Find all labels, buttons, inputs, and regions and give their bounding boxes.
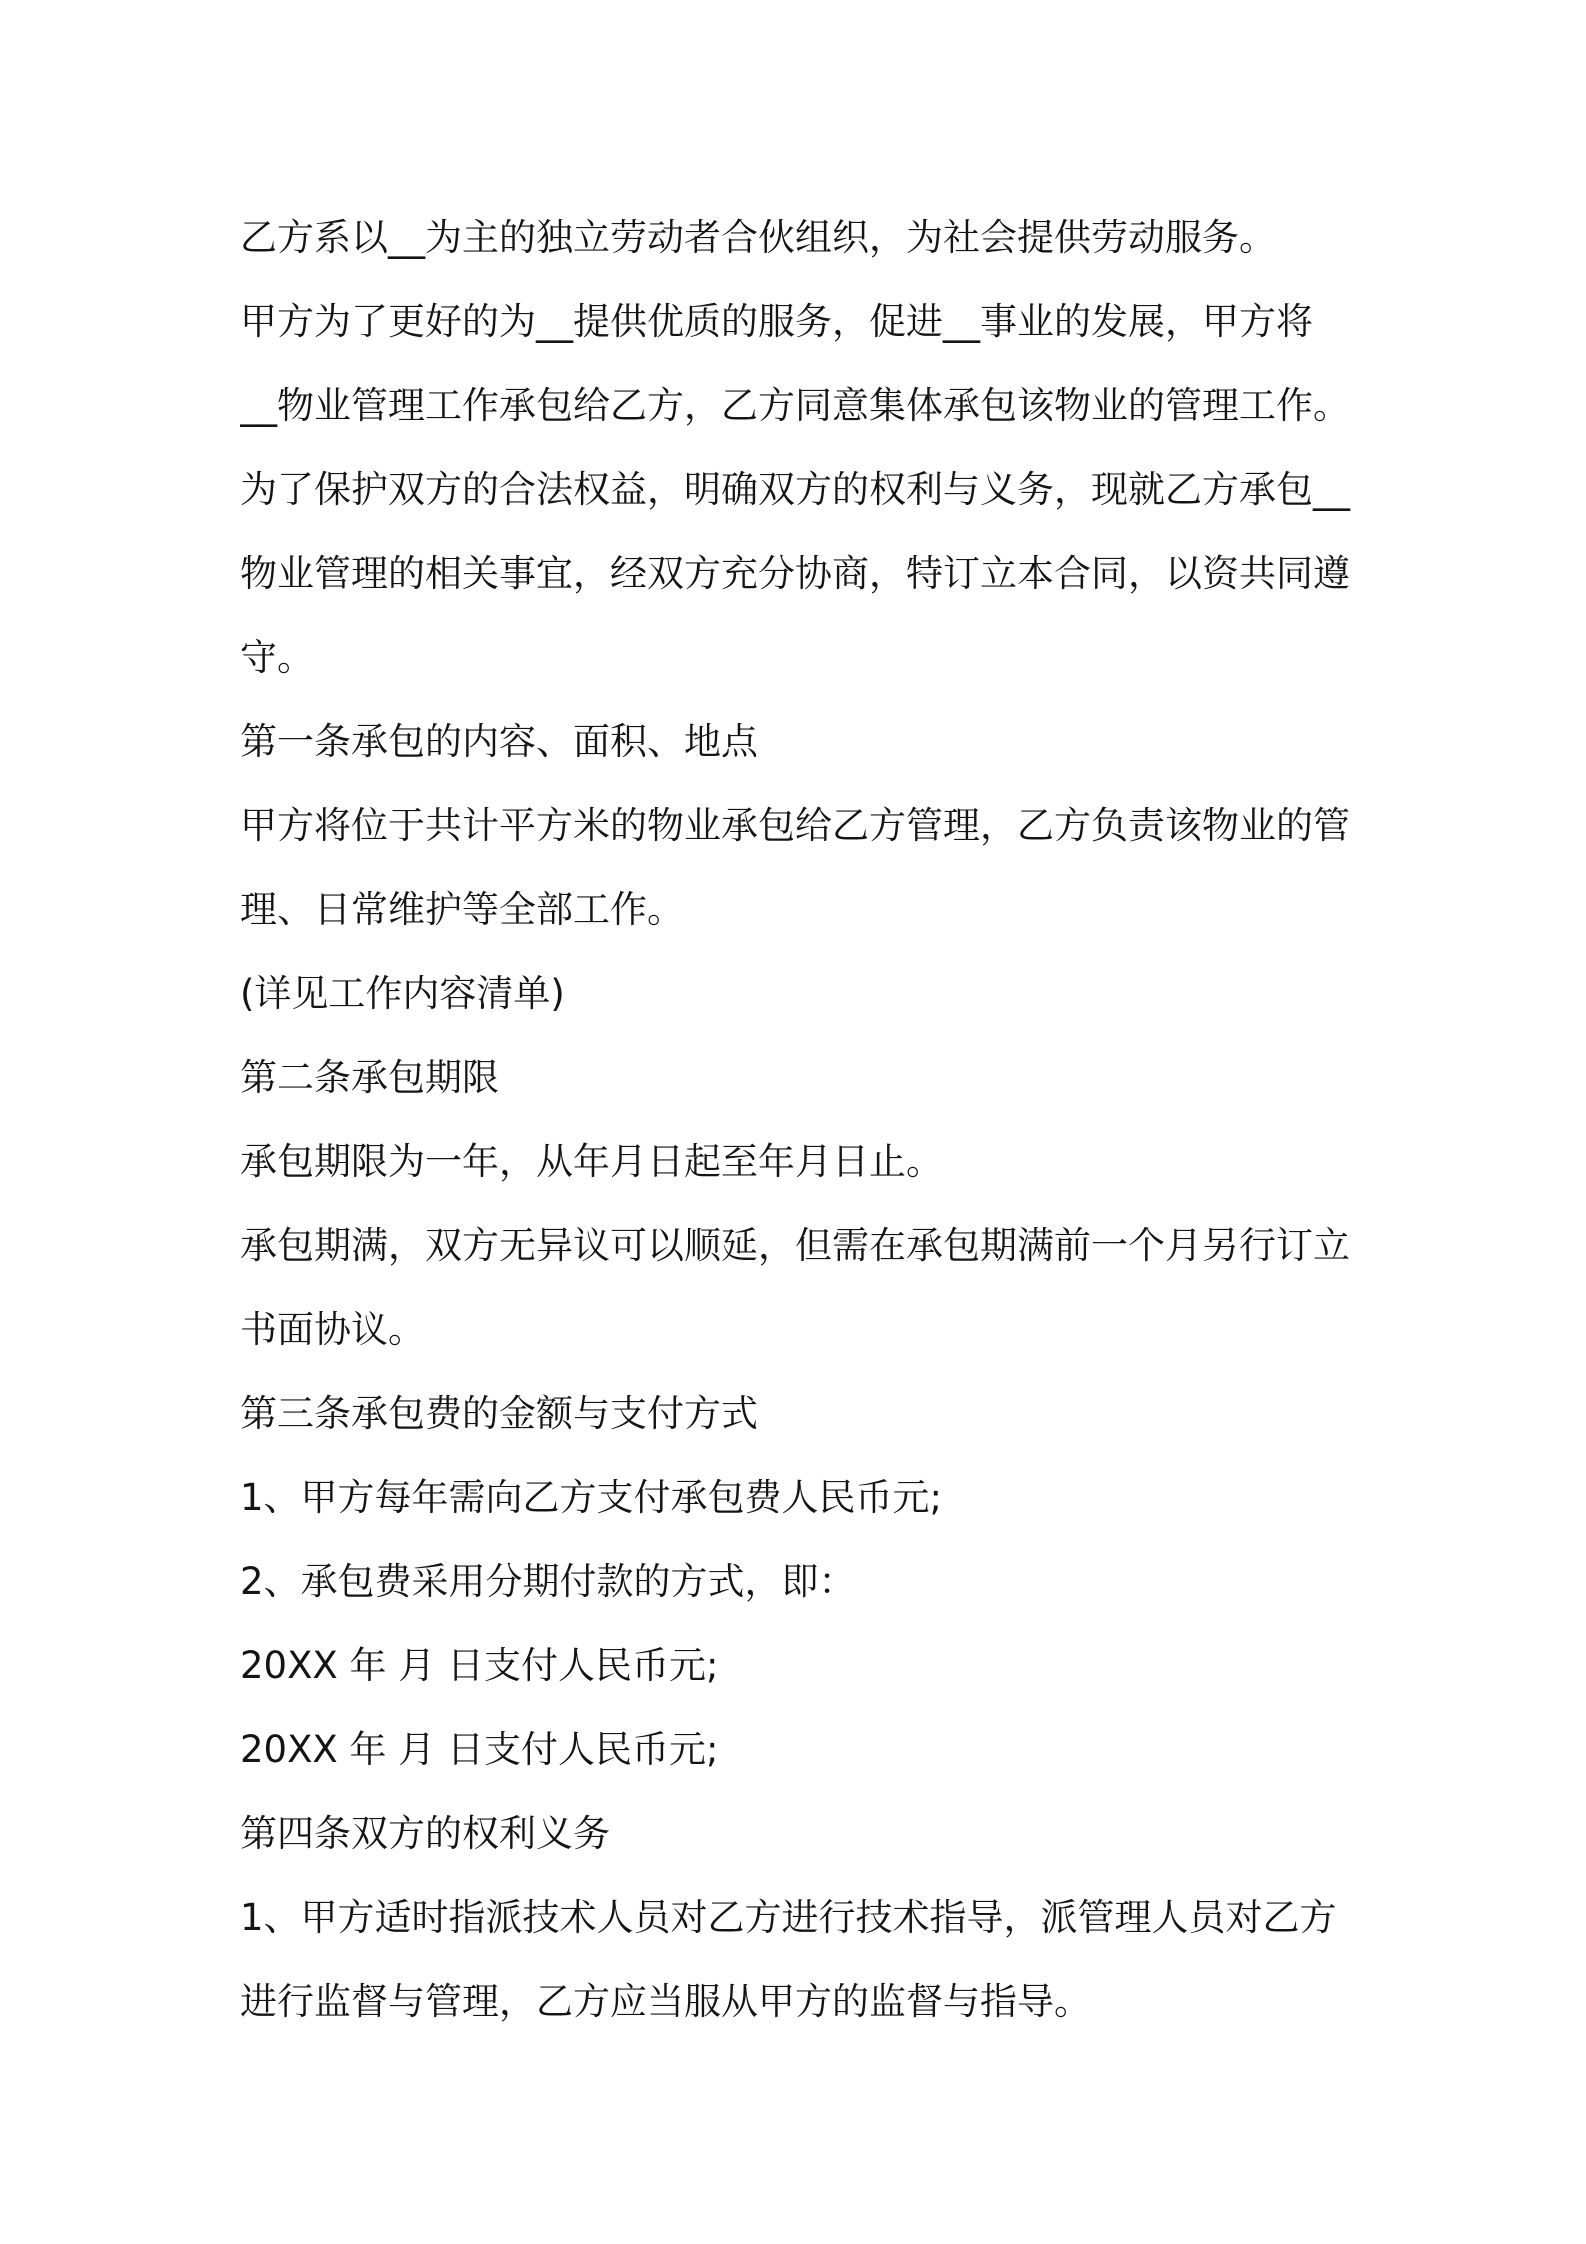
text-line: 乙方系以__为主的独立劳动者合伙组织，为社会提供劳动服务。: [240, 216, 1276, 259]
text-line: 进行监督与管理，乙方应当服从甲方的监督与指导。: [240, 1980, 1091, 2023]
payment-line: 20XX 年 月 日支付人民币元;: [240, 1644, 719, 1687]
list-item: 1、甲方每年需向乙方支付承包费人民币元;: [240, 1476, 943, 1519]
text-line: 书面协议。: [240, 1308, 425, 1351]
list-item: 2、承包费采用分期付款的方式，即：: [240, 1560, 856, 1603]
text-line: (详见工作内容清单): [240, 972, 565, 1015]
text-line: __物业管理工作承包给乙方，乙方同意集体承包该物业的管理工作。: [240, 384, 1350, 427]
text-line: 守。: [240, 636, 314, 679]
text-line: 物业管理的相关事宜，经双方充分协商，特订立本合同，以资共同遵: [240, 552, 1350, 595]
text-line: 甲方将位于共计平方米的物业承包给乙方管理，乙方负责该物业的管: [240, 804, 1350, 847]
list-item: 1、甲方适时指派技术人员对乙方进行技术指导，派管理人员对乙方: [240, 1896, 1337, 1939]
text-line: 承包期限为一年，从年月日起至年月日止。: [240, 1140, 943, 1183]
section-heading: 第二条承包期限: [240, 1056, 499, 1099]
document-body: [240, 196, 1360, 2044]
text-line: 承包期满，双方无异议可以顺延，但需在承包期满前一个月另行订立: [240, 1224, 1350, 1267]
text-line: 甲方为了更好的为__提供优质的服务，促进__事业的发展，甲方将: [240, 300, 1313, 343]
payment-line: 20XX 年 月 日支付人民币元;: [240, 1728, 719, 1771]
section-heading: 第一条承包的内容、面积、地点: [240, 720, 758, 763]
section-heading: 第四条双方的权利义务: [240, 1812, 610, 1855]
text-line: 理、日常维护等全部工作。: [240, 888, 684, 931]
text-line: 为了保护双方的合法权益，明确双方的权利与义务，现就乙方承包__: [240, 468, 1350, 511]
section-heading: 第三条承包费的金额与支付方式: [240, 1392, 758, 1435]
